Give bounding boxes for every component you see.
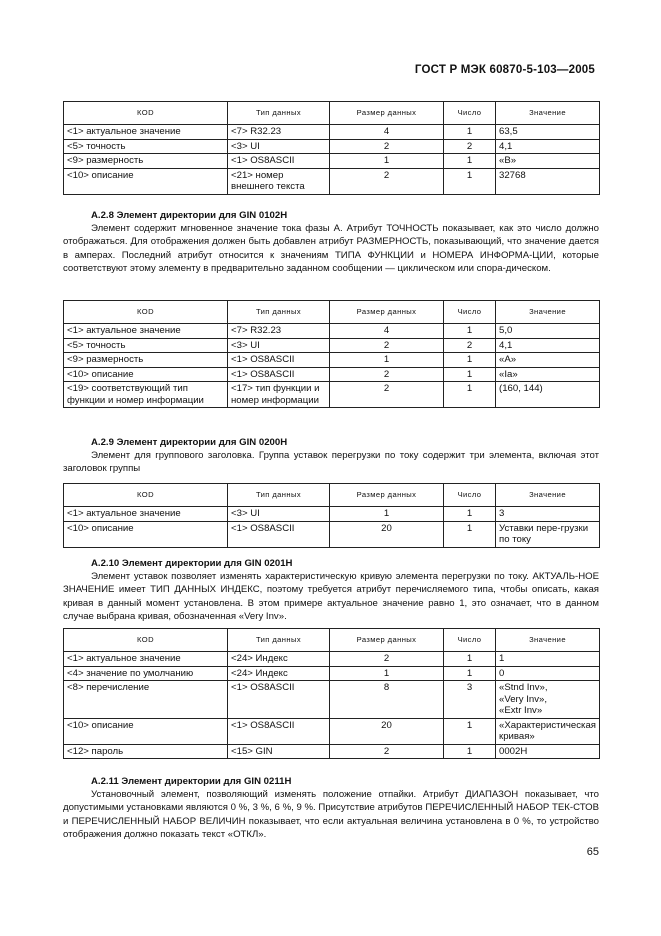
column-header: Размер данных — [330, 301, 444, 324]
table-cell: <21> номер внешнего текста — [228, 168, 330, 194]
table-cell: 20 — [330, 521, 444, 547]
table-cell: 2 — [330, 652, 444, 667]
table-cell: <24> Индекс — [228, 652, 330, 667]
table-row — [64, 353, 600, 368]
table-cell: 32768 — [496, 168, 600, 194]
table-cell: 0002H — [496, 744, 600, 759]
table-row — [64, 367, 600, 382]
column-header: Значение — [496, 629, 600, 652]
table-cell: 1 — [444, 382, 496, 408]
section-paragraph: Элемент для группового заголовка. Группа уставок перегрузки по току содержит три элемента, включая этот заголовок группы — [63, 450, 599, 475]
table-cell: 2 — [330, 338, 444, 353]
data-table — [63, 101, 600, 195]
section-title: А.2.11 Элемент директории для GIN 0211H — [91, 776, 292, 787]
section-title: А.2.8 Элемент директории для GIN 0102H — [91, 210, 288, 221]
table-header-row — [64, 301, 600, 324]
column-header: Значение — [496, 484, 600, 507]
column-header: Значение — [496, 102, 600, 125]
table-cell: <4> значение по умолчанию — [64, 666, 228, 681]
table-cell: 2 — [444, 338, 496, 353]
table-cell: <1> OS8ASCII — [228, 521, 330, 547]
table-cell: <19> соответствующий тип функции и номер информации — [64, 382, 228, 408]
table-cell: «Ia» — [496, 367, 600, 382]
data-table — [63, 483, 600, 548]
table-cell: <3> UI — [228, 507, 330, 522]
data-table — [63, 628, 600, 759]
table-row — [64, 324, 600, 339]
table-cell: <7> R32.23 — [228, 324, 330, 339]
table-row — [64, 744, 600, 759]
table-cell: 4 — [330, 125, 444, 140]
table-row — [64, 139, 600, 154]
table-cell: <3> UI — [228, 338, 330, 353]
table-cell: 1 — [444, 652, 496, 667]
data-table — [63, 300, 600, 408]
column-header: КОD — [64, 102, 228, 125]
table-row — [64, 681, 600, 719]
table-cell: 1 — [330, 666, 444, 681]
column-header: Тип данных — [228, 484, 330, 507]
table-cell: 1 — [444, 353, 496, 368]
column-header: КОD — [64, 629, 228, 652]
table-cell: <5> точность — [64, 139, 228, 154]
table-cell: 63,5 — [496, 125, 600, 140]
section-title: А.2.10 Элемент директории для GIN 0201H — [91, 558, 293, 569]
table-cell: «Характеристическая кривая» — [496, 718, 600, 744]
table-cell: 2 — [444, 139, 496, 154]
table-cell: 1 — [330, 353, 444, 368]
table-cell: <12> пароль — [64, 744, 228, 759]
table-cell: <5> точность — [64, 338, 228, 353]
table-cell: <24> Индекс — [228, 666, 330, 681]
table-row — [64, 382, 600, 408]
table-header-row — [64, 484, 600, 507]
table-cell: <1> OS8ASCII — [228, 353, 330, 368]
section-title: А.2.9 Элемент директории для GIN 0200H — [91, 437, 288, 448]
table-cell: <9> размерность — [64, 353, 228, 368]
column-header: КОD — [64, 301, 228, 324]
table-cell: <1> актуальное значение — [64, 652, 228, 667]
page-number: 65 — [586, 846, 599, 858]
table-cell: 1 — [444, 168, 496, 194]
table-cell: «А» — [496, 353, 600, 368]
table-cell: <1> актуальное значение — [64, 324, 228, 339]
table-cell: 4 — [330, 324, 444, 339]
table-cell: Уставки пере-грузки по току — [496, 521, 600, 547]
table-cell: <1> OS8ASCII — [228, 681, 330, 719]
table-cell: «В» — [496, 154, 600, 169]
column-header: Размер данных — [330, 629, 444, 652]
table-row — [64, 652, 600, 667]
table-cell: <17> тип функции и номер информации — [228, 382, 330, 408]
table-cell: <1> OS8ASCII — [228, 367, 330, 382]
table-cell: 1 — [444, 744, 496, 759]
table-cell: <1> OS8ASCII — [228, 718, 330, 744]
column-header: Число — [444, 301, 496, 324]
table-cell: 1 — [330, 507, 444, 522]
table-cell: 1 — [444, 521, 496, 547]
section-paragraph: Элемент содержит мгновенное значение тока фазы А. Атрибут ТОЧНОСТЬ показывает, как это число должно отображаться. Для отображения должен быть добавлен атрибут РАЗМЕРНОСТЬ, показывающий, что значение дается в амперах. Последний атрибут относится к значениям ТИПА ФУНКЦИИ и НОМЕРА ИНФОРМА-ЦИИ, которые соответствуют этому элементу в предварительно заданном сообщении — циклическом или спора-дическом. — [63, 223, 599, 274]
table-row — [64, 338, 600, 353]
table-cell: 1 — [330, 154, 444, 169]
column-header: Размер данных — [330, 102, 444, 125]
table-cell: <1> актуальное значение — [64, 125, 228, 140]
table-cell: 4,1 — [496, 338, 600, 353]
section-paragraph: Элемент уставок позволяет изменять характеристическую кривую элемента перегрузки по току. АКТУАЛЬ-НОЕ ЗНАЧЕНИЕ имеет ТИП ДАННЫХ ИНДЕКС, поэтому требуется атрибут перечисляемого типа, чтобы описать, какая кривая в данный момент установлена. В этом примере актуальное значение равно 1, это означает, что в данном случае выбрана кривая, обозначенная «Very Inv». — [63, 571, 599, 622]
table-row — [64, 521, 600, 547]
table-cell: 20 — [330, 718, 444, 744]
table-cell: <10> описание — [64, 521, 228, 547]
table-cell: 1 — [444, 718, 496, 744]
table-cell: 3 — [444, 681, 496, 719]
column-header: Число — [444, 102, 496, 125]
table-cell: 2 — [330, 367, 444, 382]
column-header: Значение — [496, 301, 600, 324]
table-cell: 2 — [330, 168, 444, 194]
table-cell: <10> описание — [64, 367, 228, 382]
table-cell: <7> R32.23 — [228, 125, 330, 140]
table-cell: 2 — [330, 382, 444, 408]
table-row — [64, 125, 600, 140]
table-cell: 2 — [330, 744, 444, 759]
table-cell: 8 — [330, 681, 444, 719]
table-cell: 5,0 — [496, 324, 600, 339]
table-cell: 1 — [444, 125, 496, 140]
table-cell: <10> описание — [64, 168, 228, 194]
table-row — [64, 718, 600, 744]
table-cell: 1 — [496, 652, 600, 667]
column-header: Размер данных — [330, 484, 444, 507]
column-header: Тип данных — [228, 629, 330, 652]
section-paragraph: Установочный элемент, позволяющий изменять положение отпайки. Атрибут ДИАПАЗОН показывает, что допустимыми установками являются 0 %, 3 %, 6 %, 9 %. Присутствие атрибутов ПЕРЕЧИСЛЕННЫЙ НАБОР ТЕК-СТОВ и ПЕРЕЧИСЛЕННЫЙ НАБОР ВЕЛИЧИН показывает, что если актуальная величина установлена в 0 %, то устройство отображения должно показать текст «ОТКЛ». — [63, 789, 599, 840]
column-header: Тип данных — [228, 102, 330, 125]
table-cell: <8> перечисление — [64, 681, 228, 719]
table-cell: 4,1 — [496, 139, 600, 154]
table-cell: 1 — [444, 666, 496, 681]
document-header: ГОСТ Р МЭК 60870-5-103—2005 — [414, 64, 595, 76]
table-cell: <9> размерность — [64, 154, 228, 169]
table-row — [64, 168, 600, 194]
table-cell: <15> GIN — [228, 744, 330, 759]
table-header-row — [64, 102, 600, 125]
table-cell: <1> OS8ASCII — [228, 154, 330, 169]
table-cell: 1 — [444, 324, 496, 339]
column-header: Число — [444, 484, 496, 507]
table-row — [64, 154, 600, 169]
table-cell: <3> UI — [228, 139, 330, 154]
table-cell: <10> описание — [64, 718, 228, 744]
column-header: Число — [444, 629, 496, 652]
column-header: КОD — [64, 484, 228, 507]
table-cell: (160, 144) — [496, 382, 600, 408]
table-cell: 2 — [330, 139, 444, 154]
column-header: Тип данных — [228, 301, 330, 324]
table-cell: 1 — [444, 507, 496, 522]
table-cell: «Stnd Inv», «Very Inv», «Extr Inv» — [496, 681, 600, 719]
table-row — [64, 666, 600, 681]
table-header-row — [64, 629, 600, 652]
table-cell: 0 — [496, 666, 600, 681]
table-cell: 3 — [496, 507, 600, 522]
table-cell: 1 — [444, 154, 496, 169]
table-cell: 1 — [444, 367, 496, 382]
table-cell: <1> актуальное значение — [64, 507, 228, 522]
table-row — [64, 507, 600, 522]
